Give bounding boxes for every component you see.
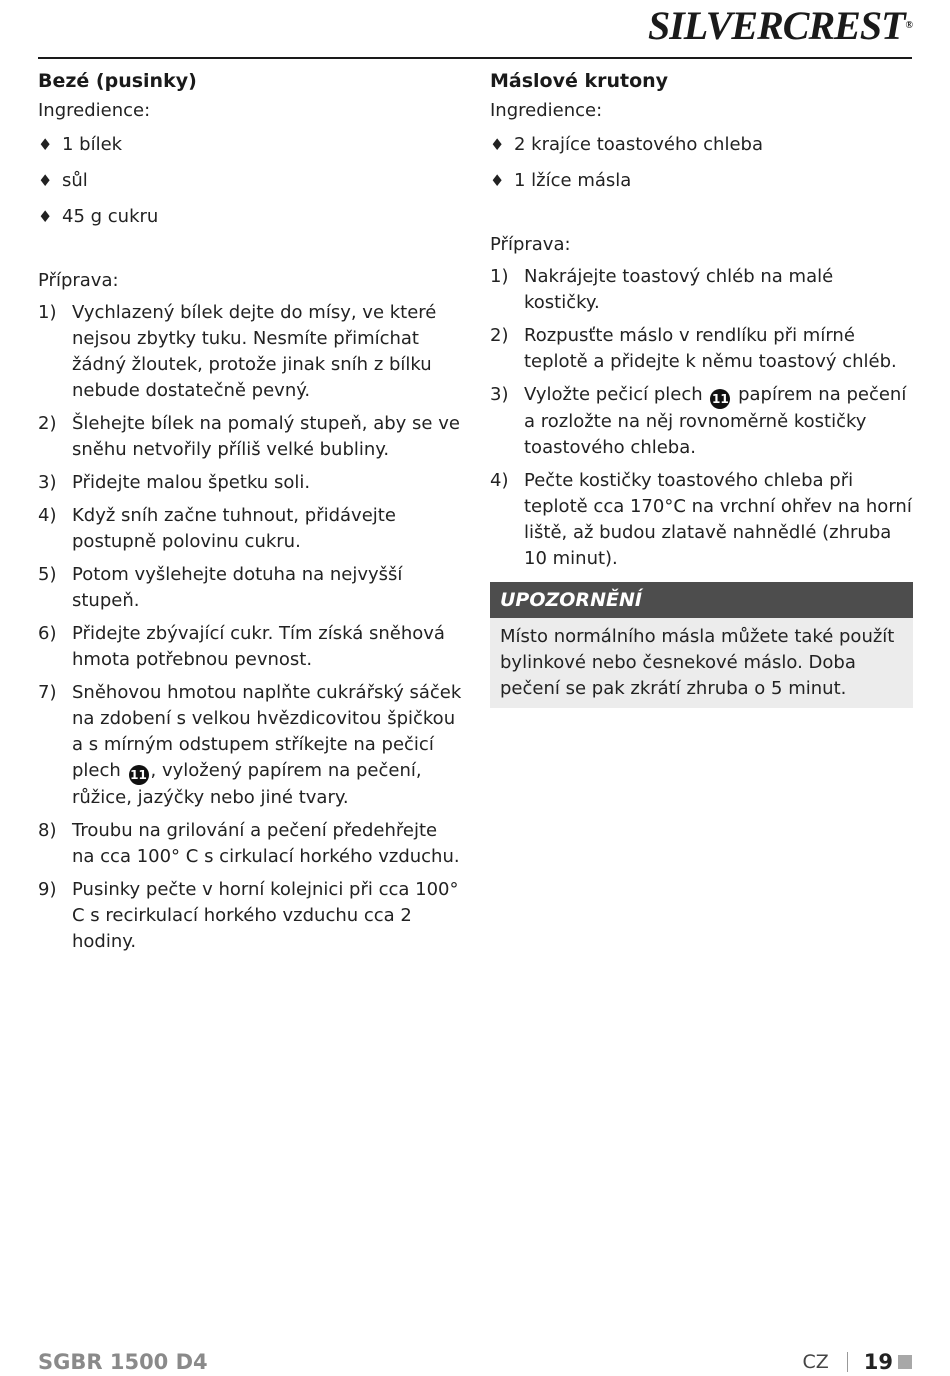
step-text-part: Vychlazený bílek dejte do mísy, ve které nejsou zbytky tuku. Nesmíte přimíchat žádný žloutek, protože jinak sníh z bílku nebude dostatečně pevný. <box>72 302 437 401</box>
diamond-bullet-icon: ♦ <box>38 207 53 226</box>
step-text-part: Přidejte zbývající cukr. Tím získá sněhová hmota potřebnou pevnost. <box>72 623 445 670</box>
step-item <box>38 503 463 555</box>
step-text-part: Šlehejte bílek na pomalý stupeň, aby se ve sněhu netvořily příliš velké bubliny. <box>72 413 460 460</box>
step-item <box>38 562 463 614</box>
recipe-title: Máslové krutony <box>490 70 669 92</box>
footer-model: SGBR 1500 D4 <box>38 1350 208 1374</box>
recipe-croutons <box>490 66 913 708</box>
step-text-part: Nakrájejte toastový chléb na malé kostičky. <box>524 266 834 313</box>
page-square-icon <box>898 1355 912 1369</box>
step-text-part: Přidejte malou špetku soli. <box>72 472 311 493</box>
preparation-label: Příprava: <box>490 234 571 255</box>
step-number: 1) <box>490 266 509 287</box>
step-text <box>72 411 463 463</box>
ingredient-item <box>38 204 463 230</box>
step-item <box>490 264 913 316</box>
step-text-part: Vyložte pečicí plech <box>524 384 709 405</box>
step-text <box>524 468 913 572</box>
brand-logo: SILVERCREST® <box>647 3 912 48</box>
circled-number-icon: 11 <box>710 389 730 409</box>
step-text <box>72 818 463 870</box>
step-number: 5) <box>38 564 57 585</box>
step-item <box>38 680 463 811</box>
step-item <box>38 300 463 404</box>
footer-language: CZ <box>802 1351 829 1373</box>
ingredients-label: Ingredience: <box>490 100 603 121</box>
step-item <box>38 411 463 463</box>
note-box <box>490 582 913 708</box>
step-text-part: , vyložený papírem na pečení, růžice, jazýčky nebo jiné tvary. <box>72 760 422 808</box>
ingredient-text: 45 g cukru <box>62 206 159 227</box>
step-text <box>524 323 913 375</box>
step-number: 9) <box>38 879 57 900</box>
step-item <box>490 468 913 572</box>
step-text <box>72 300 463 404</box>
step-number: 2) <box>38 413 57 434</box>
header-divider <box>38 57 912 59</box>
preparation-label: Příprava: <box>38 270 119 291</box>
footer-divider <box>847 1352 848 1372</box>
step-item <box>490 382 913 461</box>
step-number: 1) <box>38 302 57 323</box>
step-item <box>38 818 463 870</box>
preparation-steps <box>38 300 463 955</box>
step-text <box>72 621 463 673</box>
preparation-steps <box>490 264 913 572</box>
diamond-bullet-icon: ♦ <box>38 135 53 154</box>
step-text <box>72 470 463 496</box>
step-item <box>490 323 913 375</box>
step-text-part: Pečte kostičky toastového chleba při teplotě cca 170°C na vrchní ohřev na horní liště, až budou zlatavě nahnědlé (zhruba 10 minut). <box>524 470 912 569</box>
step-text-part: Když sníh začne tuhnout, přidávejte postupně polovinu cukru. <box>72 505 396 552</box>
step-number: 8) <box>38 820 57 841</box>
registered-mark: ® <box>905 20 912 31</box>
step-item <box>38 470 463 496</box>
step-text-part: Potom vyšlehejte dotuha na nejvyšší stupeň. <box>72 564 403 611</box>
ingredient-text: 1 lžíce másla <box>514 170 632 191</box>
ingredient-item <box>38 132 463 158</box>
ingredient-item <box>490 168 913 194</box>
ingredient-item <box>490 132 913 158</box>
ingredient-text: sůl <box>62 170 88 191</box>
diamond-bullet-icon: ♦ <box>490 171 505 190</box>
step-text <box>524 264 913 316</box>
step-number: 4) <box>490 470 509 491</box>
step-item <box>38 877 463 955</box>
step-number: 2) <box>490 325 509 346</box>
recipe-meringue <box>38 66 463 962</box>
ingredient-list <box>490 132 913 194</box>
step-number: 6) <box>38 623 57 644</box>
step-number: 3) <box>490 384 509 405</box>
ingredient-text: 1 bílek <box>62 134 123 155</box>
step-text <box>72 562 463 614</box>
step-text-part: Troubu na grilování a pečení předehřejte na cca 100° C s cirkulací horkého vzduchu. <box>72 820 460 867</box>
diamond-bullet-icon: ♦ <box>38 171 53 190</box>
ingredient-list <box>38 132 463 230</box>
step-text <box>72 680 463 811</box>
step-text-part: Pusinky pečte v horní kolejnici při cca 100° C s recirkulací horkého vzduchu cca 2 hodiny. <box>72 879 459 952</box>
step-text <box>72 503 463 555</box>
ingredients-label: Ingredience: <box>38 100 151 121</box>
step-item <box>38 621 463 673</box>
step-number: 4) <box>38 505 57 526</box>
note-text: Místo normálního másla můžete také použít bylinkové nebo česnekové máslo. Doba pečení se pak zkrátí zhruba o 5 minut. <box>490 618 913 708</box>
step-text-part: Rozpusťte máslo v rendlíku při mírné teplotě a přidejte k němu toastový chléb. <box>524 325 897 372</box>
diamond-bullet-icon: ♦ <box>490 135 505 154</box>
step-number: 7) <box>38 682 57 703</box>
step-text <box>524 382 913 461</box>
step-text-part: papírem na pečení a rozložte na něj rovnoměrně kostičky toastového chleba. <box>524 384 907 458</box>
note-heading: UPOZORNĚNÍ <box>490 582 913 618</box>
ingredient-item <box>38 168 463 194</box>
footer-pagination <box>802 1348 912 1376</box>
step-number: 3) <box>38 472 57 493</box>
circled-number-icon: 11 <box>129 765 149 785</box>
page-number: 19 <box>863 1350 893 1374</box>
ingredient-text: 2 krajíce toastového chleba <box>514 134 763 155</box>
step-text-part: Sněhovou hmotou naplňte cukrářský sáček na zdobení s velkou hvězdicovitou špičkou a s mírným odstupem stříkejte na pečicí plech <box>72 682 462 781</box>
recipe-title: Bezé (pusinky) <box>38 70 197 92</box>
step-text <box>72 877 463 955</box>
